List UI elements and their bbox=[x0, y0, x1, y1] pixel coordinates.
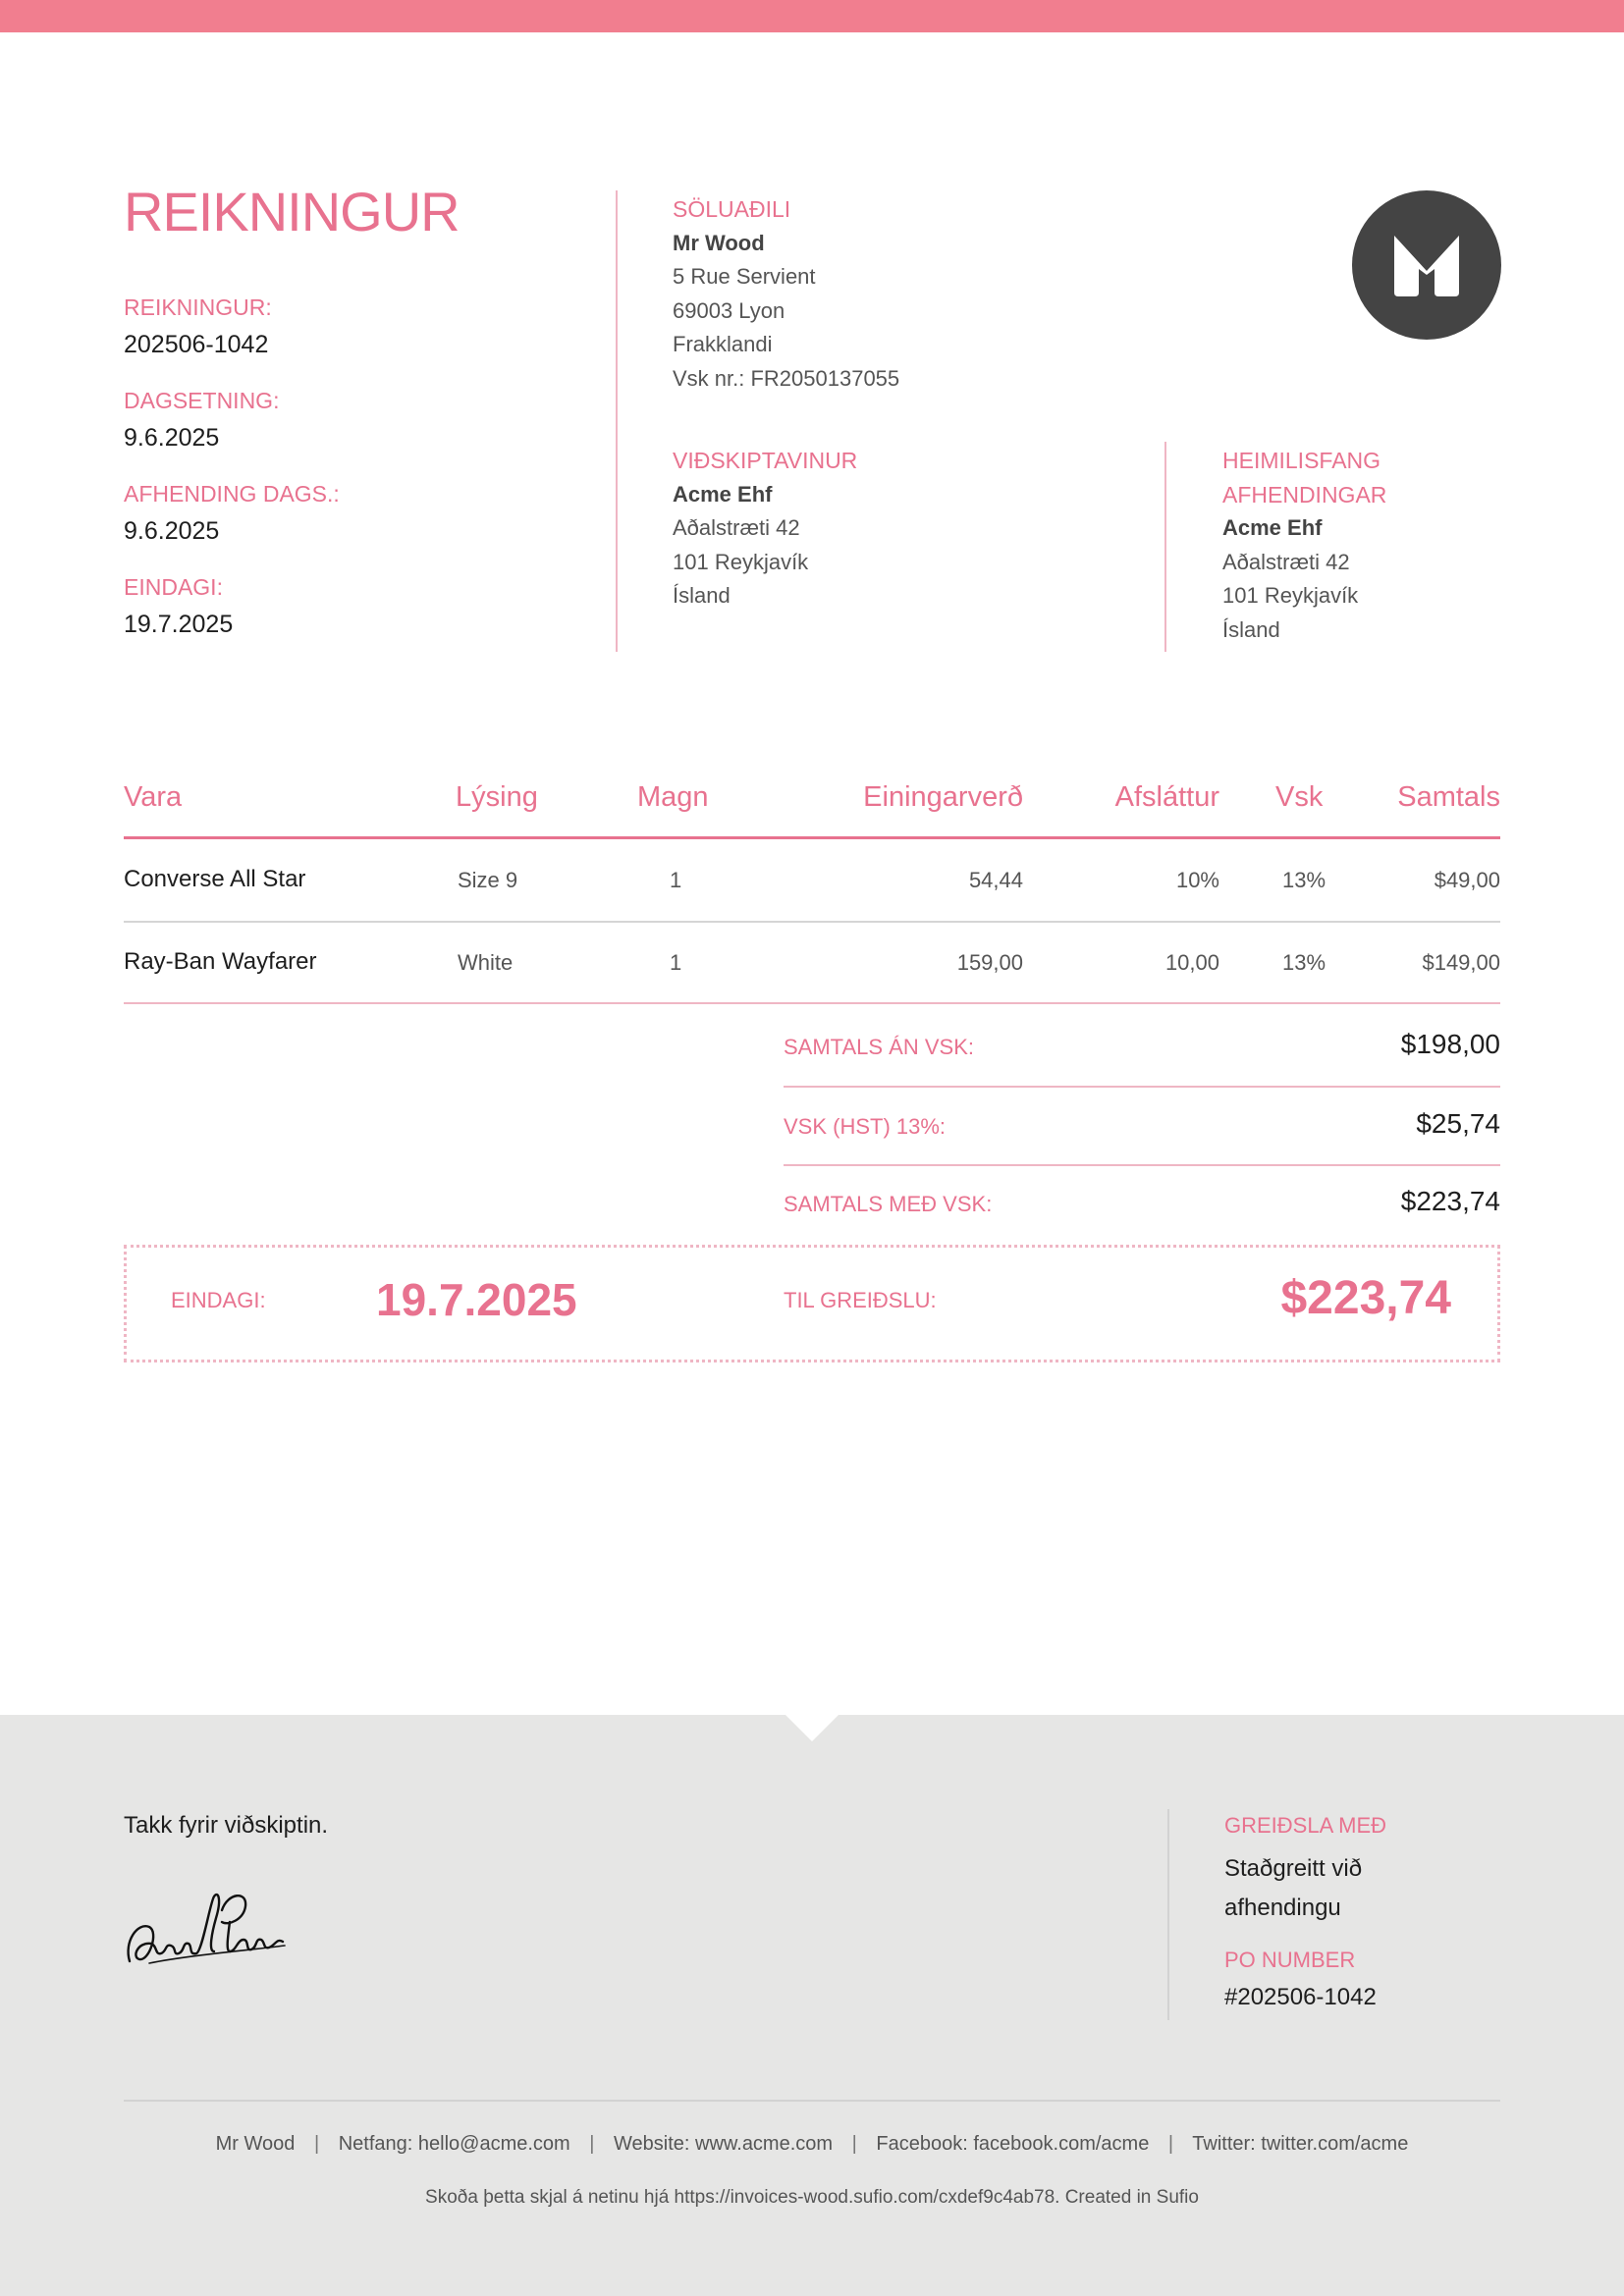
shipping-address bbox=[1222, 444, 1386, 647]
payment-method-label: GREIÐSLA MEÐ bbox=[1224, 1813, 1387, 1838]
seller-line2: 69003 Lyon bbox=[673, 297, 785, 323]
customer-line2: 101 Reykjavík bbox=[673, 549, 809, 574]
contact-company: Mr Wood bbox=[215, 2133, 296, 2155]
customer-label: VIÐSKIPTAVINUR bbox=[673, 448, 858, 473]
column-header-vat: Vsk bbox=[1275, 781, 1324, 813]
contact-line bbox=[0, 2133, 1624, 2156]
row1-vat: 13% bbox=[1282, 868, 1326, 892]
due-box-amount: $223,74 bbox=[1280, 1272, 1451, 1324]
contact-facebook[interactable]: Facebook: facebook.com/acme bbox=[876, 2133, 1150, 2155]
due-date: 19.7.2025 bbox=[124, 611, 234, 638]
contact-separator: | bbox=[1167, 2133, 1174, 2155]
po-number-label: PO NUMBER bbox=[1224, 1948, 1356, 1972]
shipping-label-line2: AFHENDINGAR bbox=[1222, 481, 1387, 507]
footer-divider bbox=[1167, 1809, 1169, 2020]
seller-vat: Vsk nr.: FR2050137055 bbox=[673, 365, 900, 391]
due-date-label: EINDAGI: bbox=[124, 574, 223, 600]
row1-total: $49,00 bbox=[1434, 868, 1500, 892]
grand-total-label: SAMTALS MEÐ VSK: bbox=[784, 1192, 993, 1216]
row1-item: Converse All Star bbox=[124, 866, 306, 892]
shipping-line3: Ísland bbox=[1222, 616, 1280, 642]
column-header-qty: Magn bbox=[637, 781, 709, 813]
contact-separator: | bbox=[851, 2133, 857, 2155]
due-box-date: 19.7.2025 bbox=[376, 1274, 577, 1325]
seller-label: SÖLUAÐILI bbox=[673, 196, 791, 222]
customer-address bbox=[673, 444, 857, 614]
due-box-pay-label: TIL GREIÐSLU: bbox=[784, 1288, 937, 1312]
payment-method-line2: afhendingu bbox=[1224, 1895, 1341, 1921]
payment-method bbox=[1224, 1849, 1362, 1928]
seller-name: Mr Wood bbox=[673, 230, 765, 255]
delivery-date: 9.6.2025 bbox=[124, 517, 220, 545]
row2-discount: 10,00 bbox=[1164, 950, 1219, 975]
row2-total: $149,00 bbox=[1422, 950, 1500, 975]
row2-unit-price: 159,00 bbox=[956, 950, 1023, 975]
header-divider bbox=[616, 190, 618, 652]
invoice-date: 9.6.2025 bbox=[124, 424, 220, 452]
table-bottom-rule bbox=[124, 1002, 1500, 1004]
footer-rule bbox=[124, 2100, 1500, 2102]
totals-divider bbox=[784, 1086, 1500, 1088]
customer-line1: Aðalstræti 42 bbox=[673, 515, 800, 540]
seller-line3: Frakklandi bbox=[673, 332, 773, 356]
seller-line1: 5 Rue Servient bbox=[673, 264, 816, 289]
row2-description: White bbox=[458, 950, 514, 975]
shipping-line2: 101 Reykjavík bbox=[1222, 583, 1359, 608]
logo-glyph bbox=[1352, 190, 1501, 340]
contact-twitter[interactable]: Twitter: twitter.com/acme bbox=[1192, 2133, 1409, 2155]
document-title: REIKNINGUR bbox=[124, 181, 460, 242]
grand-total-value: $223,74 bbox=[1400, 1186, 1500, 1216]
footer-notch bbox=[785, 1715, 839, 1741]
vat-label: VSK (HST) 13%: bbox=[784, 1114, 947, 1139]
column-header-description: Lýsing bbox=[456, 781, 538, 813]
column-header-discount: Afsláttur bbox=[1114, 781, 1219, 813]
shipping-divider bbox=[1164, 442, 1166, 652]
top-accent-bar bbox=[0, 0, 1624, 32]
row1-unit-price: 54,44 bbox=[968, 868, 1023, 892]
shipping-name: Acme Ehf bbox=[1222, 515, 1323, 540]
contact-email[interactable]: Netfang: hello@acme.com bbox=[338, 2133, 570, 2155]
row1-discount: 10% bbox=[1175, 868, 1219, 892]
shipping-line1: Aðalstræti 42 bbox=[1222, 549, 1350, 574]
shipping-label-line1: HEIMILISFANG bbox=[1222, 448, 1381, 473]
row2-qty: 1 bbox=[670, 950, 682, 975]
seller-address bbox=[673, 192, 899, 396]
invoice-number-label: REIKNINGUR: bbox=[124, 294, 272, 320]
customer-line3: Ísland bbox=[673, 583, 731, 608]
contact-separator: | bbox=[313, 2133, 320, 2155]
footer bbox=[0, 1715, 1624, 2296]
contact-website[interactable]: Website: www.acme.com bbox=[614, 2133, 834, 2155]
date-label: DAGSETNING: bbox=[124, 388, 280, 413]
row2-item: Ray-Ban Wayfarer bbox=[124, 948, 317, 975]
payment-method-line1: Staðgreitt við bbox=[1224, 1855, 1363, 1882]
delivery-date-label: AFHENDING DAGS.: bbox=[124, 481, 340, 507]
view-online-link[interactable]: Skoða þetta skjal á netinu hjá https://invoices-wood.sufio.com/cxdef9c4ab78. Created in Sufio bbox=[425, 2187, 1199, 2208]
row2-vat: 13% bbox=[1282, 950, 1326, 975]
vat-value: $25,74 bbox=[1416, 1108, 1500, 1139]
letter-m-logo-icon bbox=[1352, 190, 1501, 340]
subtotal-label: SAMTALS ÁN VSK: bbox=[784, 1035, 974, 1059]
contact-separator: | bbox=[589, 2133, 595, 2155]
thank-you-note: Takk fyrir viðskiptin. bbox=[124, 1812, 329, 1839]
handwritten-signature bbox=[120, 1883, 292, 1981]
column-header-unit-price: Einingarverð bbox=[863, 781, 1023, 813]
table-header-rule bbox=[124, 836, 1500, 839]
totals-divider bbox=[784, 1164, 1500, 1166]
row1-description: Size 9 bbox=[458, 868, 518, 892]
row1-qty: 1 bbox=[670, 868, 682, 892]
invoice-number: 202506-1042 bbox=[124, 331, 269, 358]
column-header-total: Samtals bbox=[1397, 781, 1500, 813]
due-box-date-label: EINDAGI: bbox=[171, 1288, 266, 1312]
column-header-item: Vara bbox=[124, 781, 183, 813]
po-number: #202506-1042 bbox=[1224, 1984, 1377, 2010]
table-row-divider bbox=[124, 921, 1500, 923]
subtotal-value: $198,00 bbox=[1400, 1029, 1500, 1059]
customer-name: Acme Ehf bbox=[673, 481, 773, 507]
